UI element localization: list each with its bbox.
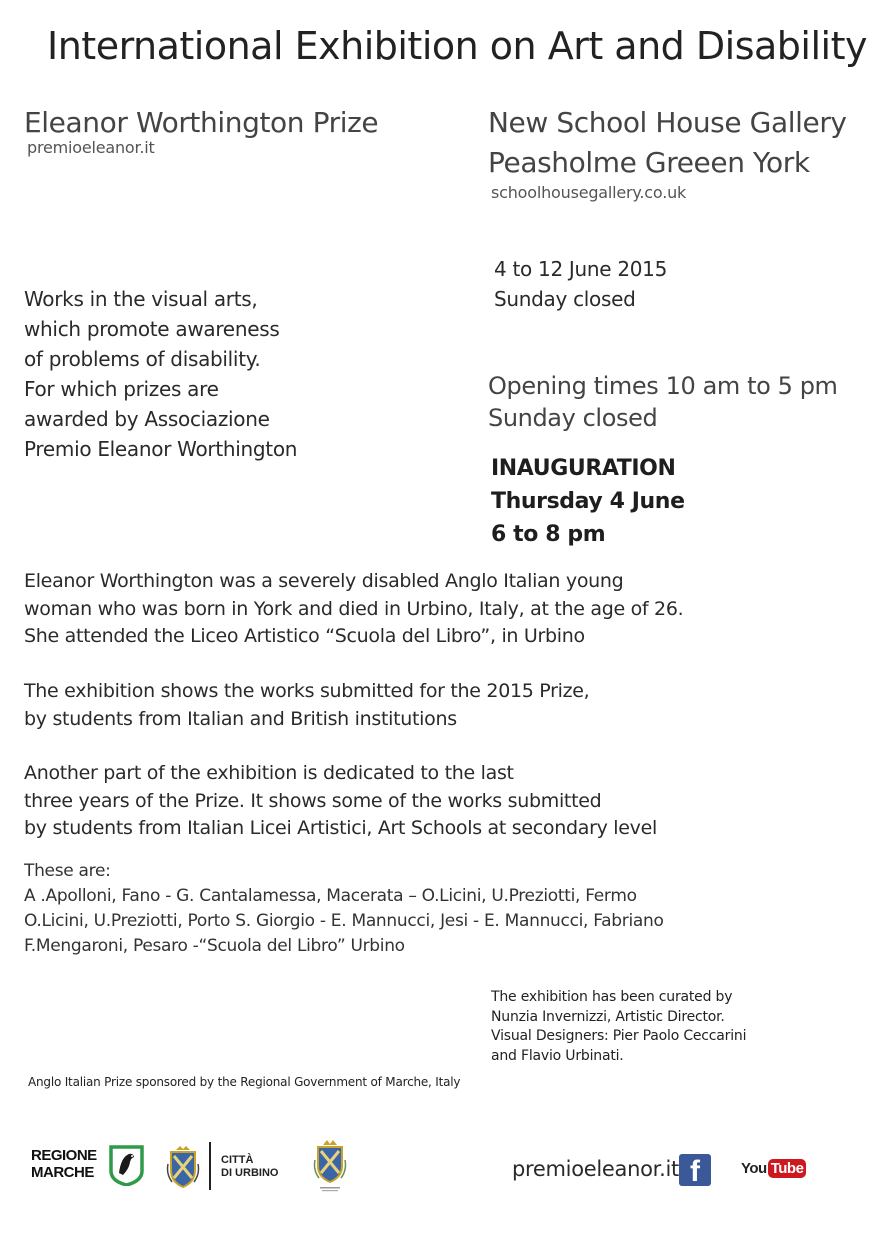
exhibition-text (24, 678, 589, 733)
logo-divider (209, 1142, 211, 1190)
facebook-icon[interactable] (679, 1154, 711, 1186)
description-line: For which prizes are (24, 377, 219, 401)
credits-line: Nunzia Invernizzi, Artistic Director. (491, 1008, 725, 1025)
youtube-you: You (741, 1160, 767, 1177)
another-part-text (24, 760, 657, 843)
exhibition-line: by students from Italian and British institutions (24, 707, 457, 730)
description-line: awarded by Associazione (24, 407, 270, 431)
description (24, 284, 297, 464)
inauguration-date: Thursday 4 June (491, 489, 685, 514)
another-part-line: by students from Italian Licei Artistici, Art Schools at secondary level (24, 817, 657, 839)
citta-di-urbino-logo (166, 1142, 286, 1192)
date-range: 4 to 12 June 2015 (494, 257, 668, 281)
bio (24, 568, 683, 651)
inauguration (491, 452, 685, 551)
date-closed: Sunday closed (494, 287, 636, 311)
another-part-line: Another part of the exhibition is dedicated to the last (24, 762, 514, 784)
exhibition-dates (494, 254, 667, 314)
sponsor-note: Anglo Italian Prize sponsored by the Regional Government of Marche, Italy (28, 1075, 461, 1089)
opening-closed: Sunday closed (488, 404, 658, 432)
citta-di-urbino-wordmark: CITTÀ DI URBINO (221, 1154, 279, 1179)
regione-marche-wordmark: REGIONE MARCHE (31, 1147, 97, 1181)
footer-website-link[interactable]: premioeleanor.it (512, 1157, 679, 1181)
schools-line: F.Mengaroni, Pesaro -“Scuola del Libro” Urbino (24, 936, 405, 956)
description-line: which promote awareness (24, 317, 280, 341)
inauguration-heading: INAUGURATION (491, 456, 676, 481)
youtube-tube: Tube (768, 1159, 807, 1178)
schools-intro: These are: (24, 861, 111, 881)
schools-list (24, 859, 664, 959)
description-line: Premio Eleanor Worthington (24, 437, 298, 461)
comune-crest-logo (312, 1138, 348, 1193)
bio-line: Eleanor Worthington was a severely disabled Anglo Italian young (24, 570, 624, 592)
page-title: International Exhibition on Art and Disability (47, 24, 867, 68)
prize-url: premioeleanor.it (27, 138, 155, 157)
youtube-icon[interactable] (741, 1158, 806, 1179)
inauguration-time: 6 to 8 pm (491, 522, 606, 547)
description-line: Works in the visual arts, (24, 287, 258, 311)
venue-line2: Peasholme Greeen York (488, 146, 810, 179)
bio-line: She attended the Liceo Artistico “Scuola del Libro”, in Urbino (24, 625, 585, 647)
bio-line: woman who was born in York and died in Urbino, Italy, at the age of 26. (24, 597, 684, 620)
description-line: of problems of disability. (24, 347, 261, 371)
credits-line: Visual Designers: Pier Paolo Ceccarini (491, 1028, 747, 1044)
schools-line: O.Licini, U.Preziotti, Porto S. Giorgio - E. Mannucci, Jesi - E. Mannucci, Fabriano (24, 911, 664, 931)
credits (491, 988, 746, 1066)
schools-line: A .Apolloni, Fano - G. Cantalamessa, Macerata – O.Licini, U.Preziotti, Fermo (24, 886, 637, 906)
urbino-crest-icon (166, 1144, 200, 1188)
comune-crest-icon (312, 1138, 348, 1193)
exhibition-line: The exhibition shows the works submitted for the 2015 Prize, (24, 680, 590, 702)
regione-marche-emblem-icon (109, 1145, 144, 1186)
credits-line: and Flavio Urbinati. (491, 1047, 624, 1064)
another-part-line: three years of the Prize. It shows some of the works submitted (24, 789, 602, 812)
opening-times (488, 370, 838, 434)
regione-marche-logo (31, 1145, 146, 1187)
prize-name: Eleanor Worthington Prize (24, 106, 379, 139)
venue-line1: New School House Gallery (488, 106, 847, 139)
venue-url: schoolhousegallery.co.uk (491, 183, 687, 202)
opening-hours: Opening times 10 am to 5 pm (488, 372, 838, 400)
facebook-letter: f (690, 1155, 700, 1186)
credits-line: The exhibition has been curated by (491, 989, 733, 1005)
